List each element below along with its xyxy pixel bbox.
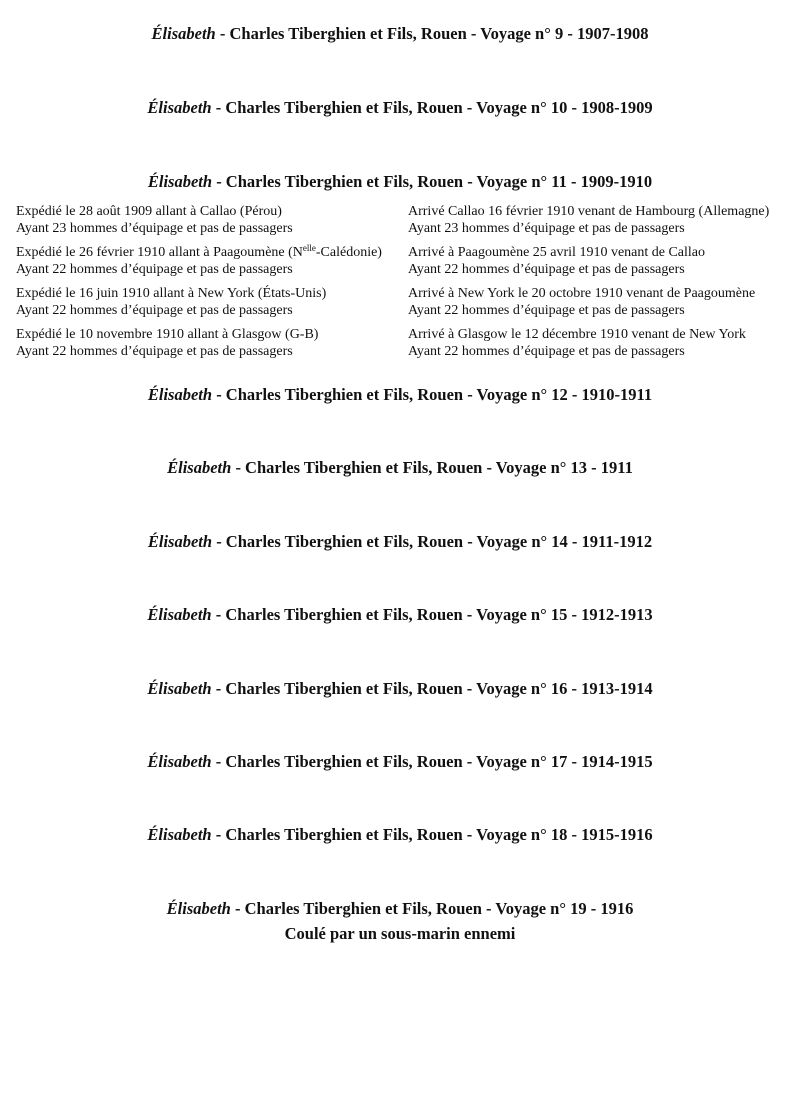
voyage-number: 13: [570, 458, 588, 477]
owner-text: - Charles Tiberghien et Fils, Rouen - Voyage n°: [230, 899, 571, 918]
ship-name: Élisabeth: [147, 98, 212, 117]
voyage-heading: Élisabeth - Charles Tiberghien et Fils, Rouen - Voyage n° 18 - 1915-1916: [147, 825, 653, 844]
arrival-text: Arrivé Callao 16 février 1910 venant de Hambourg (Allemagne): [408, 204, 770, 219]
owner-text: - Charles Tiberghien et Fils, Rouen - Voyage n°: [211, 98, 551, 117]
voyage-years: 1914-1915: [581, 752, 653, 771]
voyage-heading: Élisabeth - Charles Tiberghien et Fils, Rouen - Voyage n° 9 - 1907-1908: [151, 24, 649, 43]
voyage-years: 1907-1908: [576, 24, 649, 43]
ship-name: Élisabeth: [147, 679, 212, 698]
voyage-number: 10: [550, 98, 568, 117]
arrival-text: Arrivé à New York le 20 octobre 1910 venant de Paagoumène: [408, 286, 756, 301]
final-note: Coulé par un sous-marin ennemi: [284, 924, 516, 943]
voyage-heading: Élisabeth - Charles Tiberghien et Fils, Rouen - Voyage n° 10 - 1908-1909: [147, 98, 653, 117]
voyage-number: 16: [550, 679, 568, 698]
crew-text: Ayant 22 hommes d’équipage et pas de passagers: [408, 302, 685, 318]
owner-text: - Charles Tiberghien et Fils, Rouen - Voyage n°: [212, 172, 552, 191]
crew-text: Ayant 22 hommes d’équipage et pas de passagers: [16, 343, 293, 359]
arrival-text: Arrivé à Glasgow le 12 décembre 1910 venant de New York: [408, 327, 746, 342]
departure-text: Expédié le 28 août 1909 allant à Callao (Pérou): [16, 204, 282, 219]
voyage-years: 1909-1910: [580, 172, 653, 191]
arrival-entry: [408, 286, 755, 319]
voyage-heading: Élisabeth - Charles Tiberghien et Fils, Rouen - Voyage n° 17 - 1914-1915: [147, 752, 653, 771]
owner-text: - Charles Tiberghien et Fils, Rouen - Voyage n°: [211, 752, 551, 771]
arrival-entry: [408, 204, 769, 237]
crew-text: Ayant 22 hommes d’équipage et pas de passagers: [16, 261, 293, 277]
departure-entry: [16, 286, 326, 319]
voyage-years: 1916: [600, 899, 634, 918]
arrival-text: Arrivé à Paagoumène 25 avril 1910 venant de Callao: [408, 245, 706, 260]
crew-text: Ayant 23 hommes d’équipage et pas de passagers: [16, 220, 293, 236]
voyage-heading: Élisabeth - Charles Tiberghien et Fils, Rouen - Voyage n° 19 - 1916: [166, 899, 634, 918]
crew-text: Ayant 22 hommes d’équipage et pas de passagers: [408, 261, 685, 277]
voyage-number: 12: [551, 385, 568, 404]
voyage-years: 1915-1916: [581, 825, 653, 844]
owner-text: - Charles Tiberghien et Fils, Rouen - Voyage n°: [211, 679, 551, 698]
departure-entry: [16, 327, 318, 360]
arrival-entry: [408, 245, 705, 278]
crew-text: Ayant 22 hommes d’équipage et pas de passagers: [16, 302, 293, 318]
voyage-heading: Élisabeth - Charles Tiberghien et Fils, Rouen - Voyage n° 13 - 1911: [167, 458, 633, 477]
crew-text: Ayant 22 hommes d’équipage et pas de passagers: [408, 343, 685, 359]
arrival-entry: [408, 327, 746, 360]
voyage-heading: Élisabeth - Charles Tiberghien et Fils, Rouen - Voyage n° 15 - 1912-1913: [147, 605, 653, 624]
voyage-number: 18: [550, 825, 568, 844]
voyage-years: 1911-1912: [581, 532, 653, 551]
departure-text: Expédié le 10 novembre 1910 allant à Glasgow (G-B): [16, 327, 319, 342]
voyage-years: 1913-1914: [581, 679, 653, 698]
ship-name: Élisabeth: [151, 24, 216, 43]
ship-name: Élisabeth: [166, 899, 231, 918]
owner-text: - Charles Tiberghien et Fils, Rouen - Voyage n°: [215, 24, 555, 43]
voyage-number: 9: [554, 24, 564, 43]
ship-name: Élisabeth: [147, 532, 213, 551]
voyage-heading: Élisabeth - Charles Tiberghien et Fils, Rouen - Voyage n° 12 - 1910-1911: [147, 385, 653, 404]
ship-name: Élisabeth: [147, 825, 212, 844]
departure-text: Expédié le 26 février 1910 allant à Paagoumène $(N^{elle}-Calédonie)$: [16, 243, 382, 260]
voyage-number: 15: [550, 605, 568, 624]
voyage-number: 19: [570, 899, 587, 918]
ship-name: Élisabeth: [147, 752, 212, 771]
owner-text: - Charles Tiberghien et Fils, Rouen - Voyage n°: [211, 825, 551, 844]
departure-text: Expédié le 16 juin 1910 allant à New York (États-Unis): [16, 286, 327, 301]
voyage-years: 1912-1913: [581, 605, 653, 624]
crew-text: Ayant 23 hommes d’équipage et pas de passagers: [408, 220, 685, 236]
voyage-years: 1910-1911: [581, 385, 653, 404]
voyage-number: 11: [551, 172, 567, 191]
departure-entry: [16, 204, 293, 237]
ship-name: Élisabeth: [147, 605, 212, 624]
owner-text: - Charles Tiberghien et Fils, Rouen - Voyage n°: [212, 532, 552, 551]
ship-name: Élisabeth: [147, 385, 213, 404]
voyage-heading: Élisabeth - Charles Tiberghien et Fils, Rouen - Voyage n° 16 - 1913-1914: [147, 679, 653, 698]
owner-text: - Charles Tiberghien et Fils, Rouen - Voyage n°: [211, 605, 551, 624]
ship-name: Élisabeth: [167, 458, 232, 477]
voyage-heading: Élisabeth - Charles Tiberghien et Fils, Rouen - Voyage n° 14 - 1911-1912: [147, 532, 653, 551]
voyage-number: 17: [550, 752, 568, 771]
voyage-years: 1908-1909: [581, 98, 653, 117]
voyage-number: 14: [551, 532, 568, 551]
owner-text: - Charles Tiberghien et Fils, Rouen - Voyage n°: [212, 385, 552, 404]
owner-text: - Charles Tiberghien et Fils, Rouen - Voyage n°: [231, 458, 571, 477]
departure-entry: [16, 245, 382, 278]
voyage-years: 1911: [600, 458, 633, 477]
voyage-heading: Élisabeth - Charles Tiberghien et Fils, Rouen - Voyage n° 11 - 1909-1910: [147, 172, 653, 191]
ship-name: Élisabeth: [147, 172, 213, 191]
